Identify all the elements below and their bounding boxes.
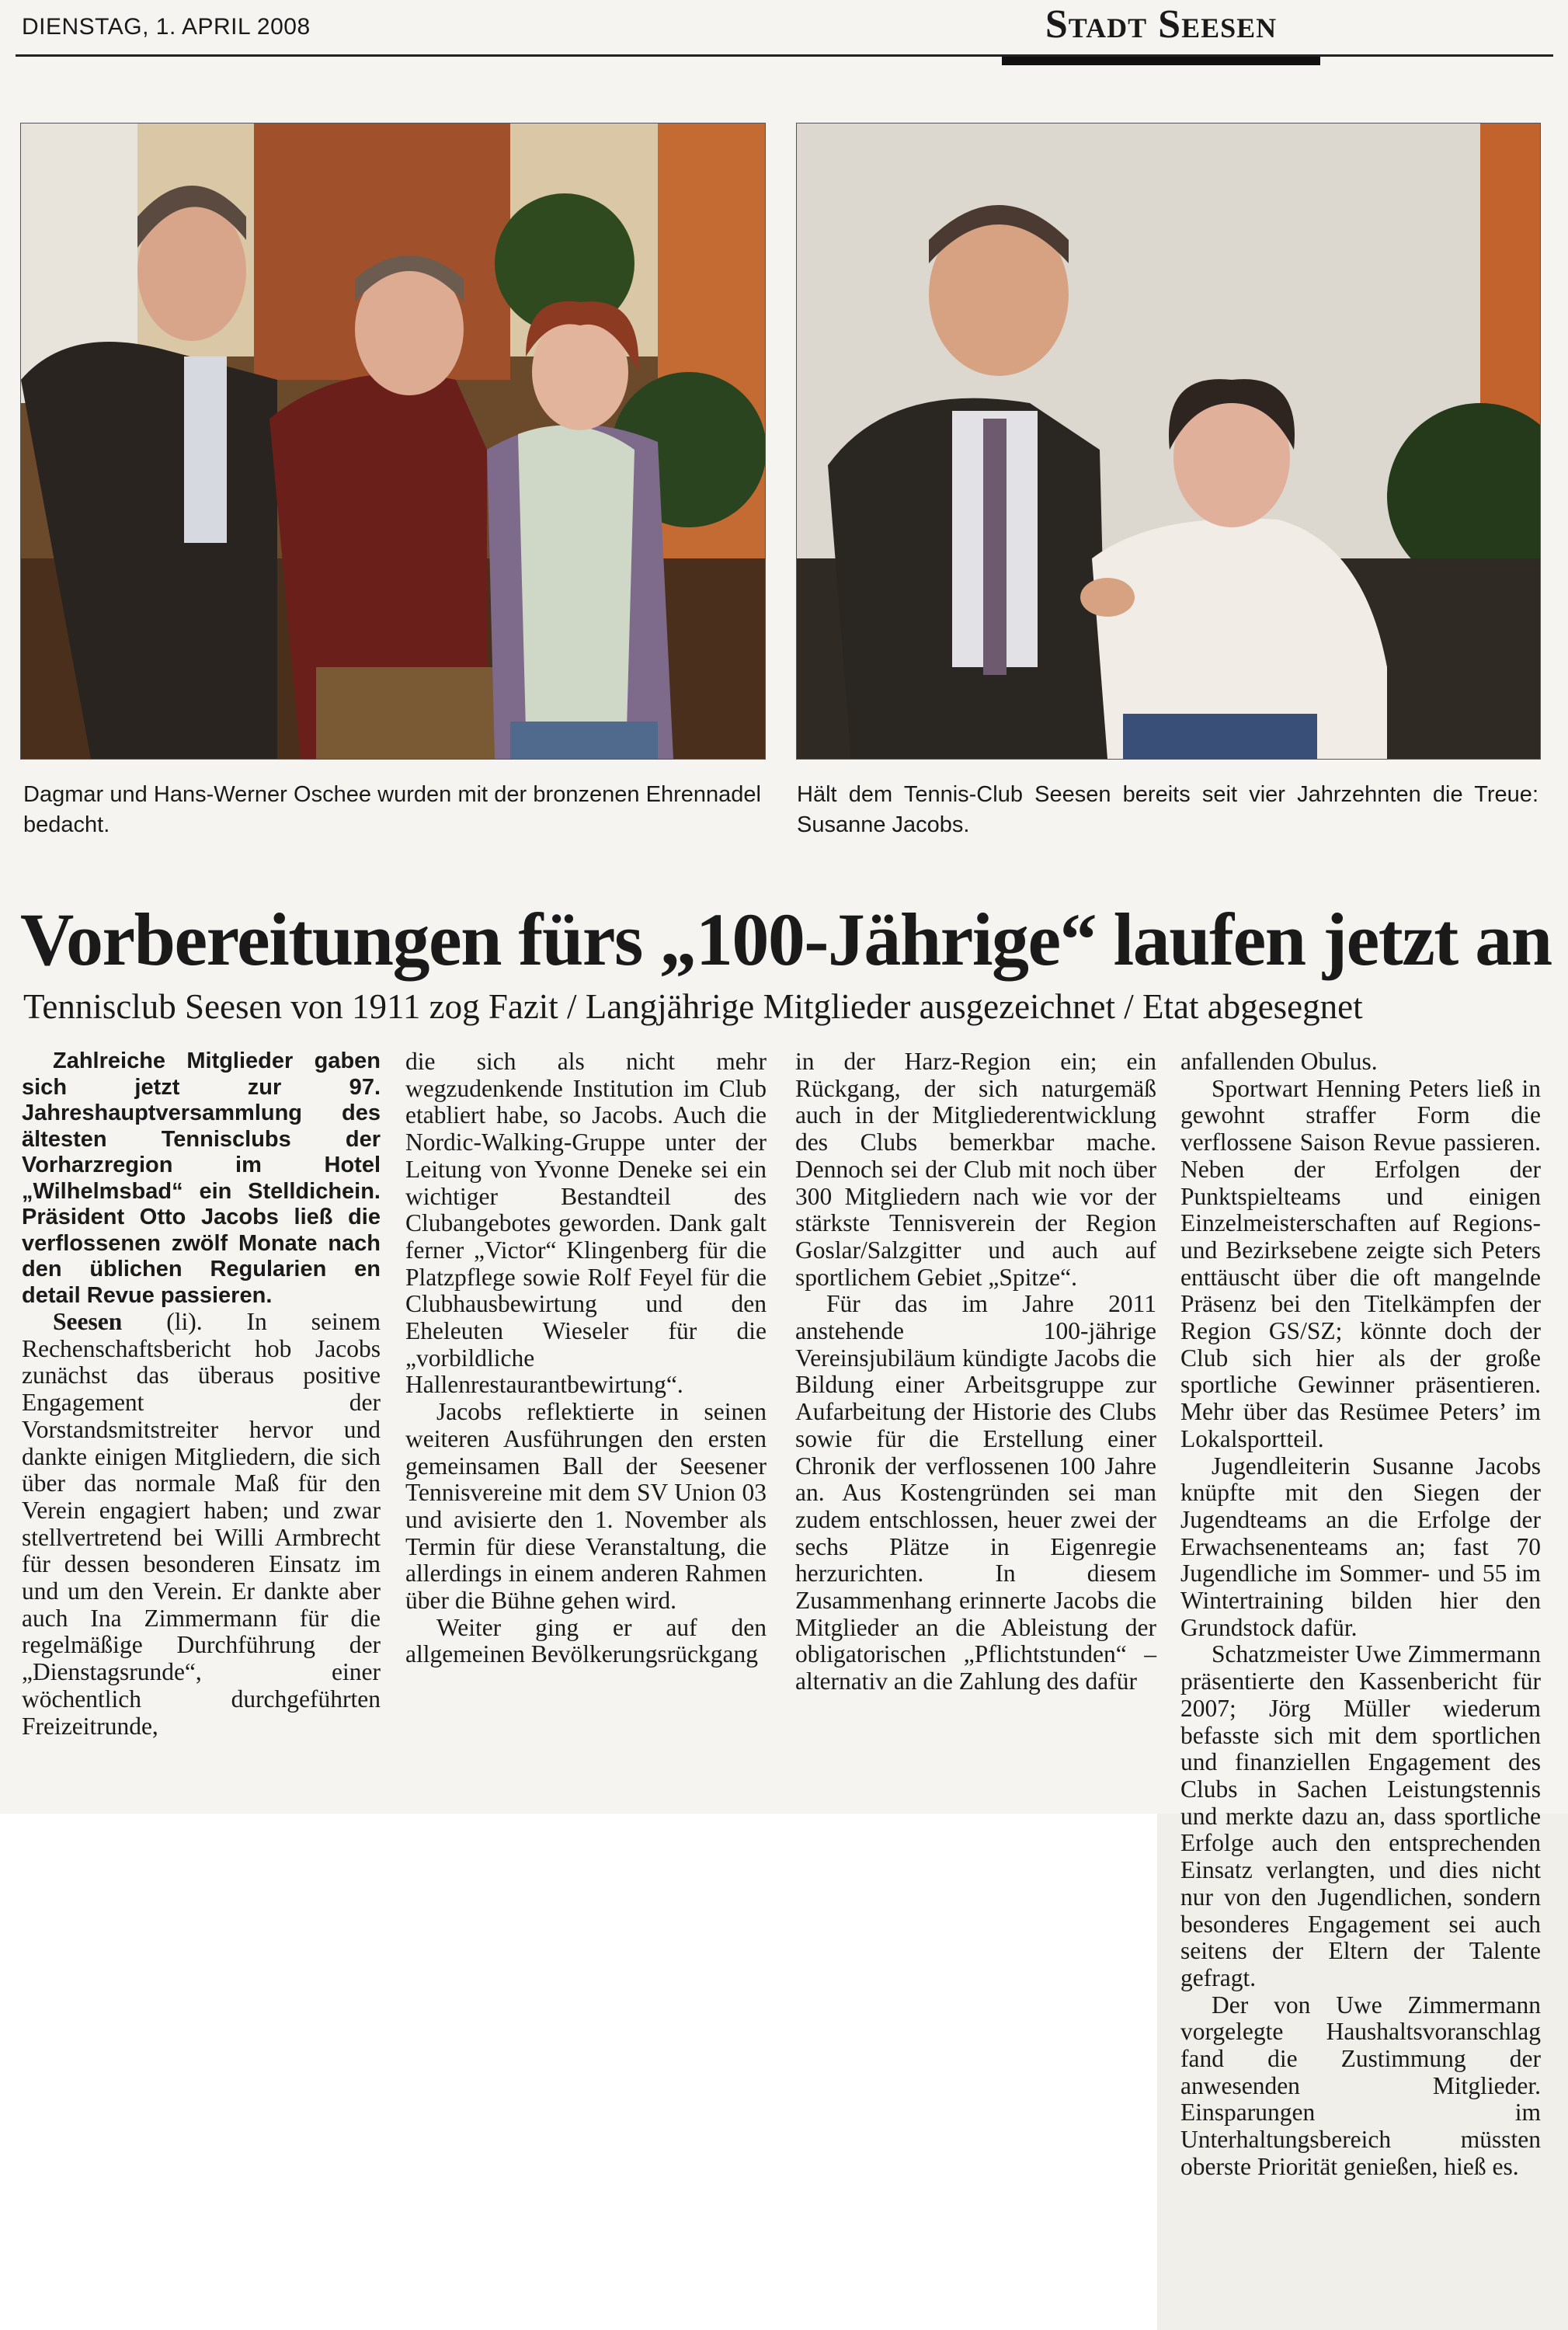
article-lead: Zahlreiche Mitglieder gaben sich jetzt zur 97. Jahreshauptversammlung des ältesten Tennisclubs der Vorharzregion im Hotel „Wilhelmsbad“ ein Stelldichein. Präsident Otto Jacobs ließ die verflossenen zwölf Monate nach den üblichen Regularien en detail Revue passieren. [22,1048,381,1308]
article-paragraph [22,1309,381,1740]
article-paragraph: die sich als nicht mehr wegzudenkende Institution im Club etabliert habe, so Jacobs. Auch die Nordic-Walking-Gruppe unter der Leitung von Yvonne Deneke sei ein wichtiger Bestandteil des Clubangebotes geworden. Dank galt ferner „Victor“ Klingenberg für die Platzpflege sowie Rolf Feyel für die Clubhausbewirtung und den Eheleuten Wieseler für die „vorbildliche Hallenrestaurantbewirtung“. [405,1048,767,1399]
blank-area [0,1814,1157,2330]
header-rule [16,54,1553,57]
issue-date: DIENSTAG, 1. APRIL 2008 [22,14,311,40]
article-paragraph: Sportwart Henning Peters ließ in gewohnt straffer Form die verflossene Saison Revue passieren. Neben der Erfolgen der Punktspielteams und einigen Einzelmeisterschaften auf Regions- und Bezirksebene zeigte sich Peters enttäuscht über die oft mangelnde Präsenz bei den Titelkämpfen der Region GS/SZ; könnte doch der Club sich hier als der große sportliche Gewinner präsentieren. Mehr über das Resümee Peters’ im Lokalsportteil. [1180,1074,1541,1452]
article-paragraph: Für das im Jahre 2011 anstehende 100-jährige Vereinsjubiläum kündigte Jacobs die Bildung einer Arbeitsgruppe zur Aufarbeitung der Historie des Clubs sowie für die Erstellung einer Chronik der verflossenen 100 Jahre an. Aus Kostengründen sei man zudem entschlossen, heuer zwei der sechs Plätze in Eigenregie herzurichten. In diesem Zusammenhang erinnerte Jacobs die Mitglieder an die Ableistung der obligatorischen „Pflichtstunden“ – alternativ an die Zahlung des dafür [795,1290,1156,1695]
headline: Vorbereitungen fürs „100-Jährige“ laufen jetzt an [20,898,1552,981]
article-column-4 [1180,1048,1541,2181]
photo-caption-left: Dagmar und Hans-Werner Oschee wurden mit der bronzenen Ehrennadel bedacht. [23,782,761,837]
section-title: Stadt Seesen [1045,2,1278,47]
article-paragraph: anfallenden Obulus. [1180,1048,1378,1075]
article-paragraph: Weiter ging er auf den allgemeinen Bevölkerungsrückgang [405,1613,767,1668]
section-bar [1002,56,1320,65]
article-column-3 [795,1048,1156,1695]
article-paragraph: Der von Uwe Zimmermann vorgelegte Haushaltsvoranschlag fand die Zustimmung der anwesenden Mitglieder. Einsparungen im Unterhaltungsbereich müssten oberste Priorität genießen, hieß es. [1180,1991,1541,2180]
subheadline: Tennisclub Seesen von 1911 zog Fazit / Langjährige Mitglieder ausgezeichnet / Etat abgesegnet [23,987,1363,1026]
article-paragraph: Schatzmeister Uwe Zimmermann präsentierte den Kassenbericht für 2007; Jörg Müller wiederum befasste sich mit dem sportlichen und finanziellen Engagement des Clubs in Sachen Leistungstennis und merkte dazu an, dass sportliche Erfolge auch den entsprechenden Einsatz verlangten, und dies nicht nur von den Jugendlichen, sondern besonderes Engagement sei auch seitens der Eltern der Talente gefragt. [1180,1640,1541,1991]
photo-oschee [20,123,766,760]
article-text: (li). In seinem Rechenschaftsbericht hob Jacobs zunächst das überaus positive Engagement der Vorstandsmitstreiter hervor und dankte einigen Mitgliedern, die sich über das normale Maß für den Verein engagiert haben; und zwar stellvertretend bei Willi Armbrecht für dessen besonderen Einsatz im und um den Verein. Er dankte aber auch Ina Zimmermann für die regelmäßige Durchführung der „Dienstagsrunde“, einer wöchentlich durchgeführten Freizeitrunde, [22,1308,381,1740]
article-paragraph: Jacobs reflektierte in seinen weiteren Ausführungen den ersten gemeinsamen Ball der Seesener Tennisvereine mit dem SV Union 03 und avisierte den 1. November als Termin für diese Veranstaltung, die allerdings in einem anderen Rahmen über die Bühne gehen wird. [405,1398,767,1615]
article-column-1 [22,1048,381,1740]
photo-caption-right: Hält dem Tennis-Club Seesen bereits seit vier Jahrzehnten die Treue: Susanne Jacobs. [797,782,1538,837]
article-paragraph: Jugendleiterin Susanne Jacobs knüpfte mit den Siegen der Jugendteams an die Erfolge der Erwachsenenteams an; fast 70 Jugendliche im Sommer- und 55 im Wintertraining bilden hier den Grundstock dafür. [1180,1452,1541,1641]
article-column-2 [405,1048,767,1668]
article-paragraph: in der Harz-Region ein; ein Rückgang, der sich naturgemäß auch in der Mitgliederentwicklung des Clubs bemerkbar mache. Dennoch sei der Club mit noch über 300 Mitgliedern nach wie vor der stärkste Tennisverein der Region Goslar/Salzgitter und auch auf sportlichem Gebiet „Spitze“. [795,1048,1156,1291]
photo-jacobs [796,123,1541,760]
article-dateline: Seesen [53,1308,123,1335]
